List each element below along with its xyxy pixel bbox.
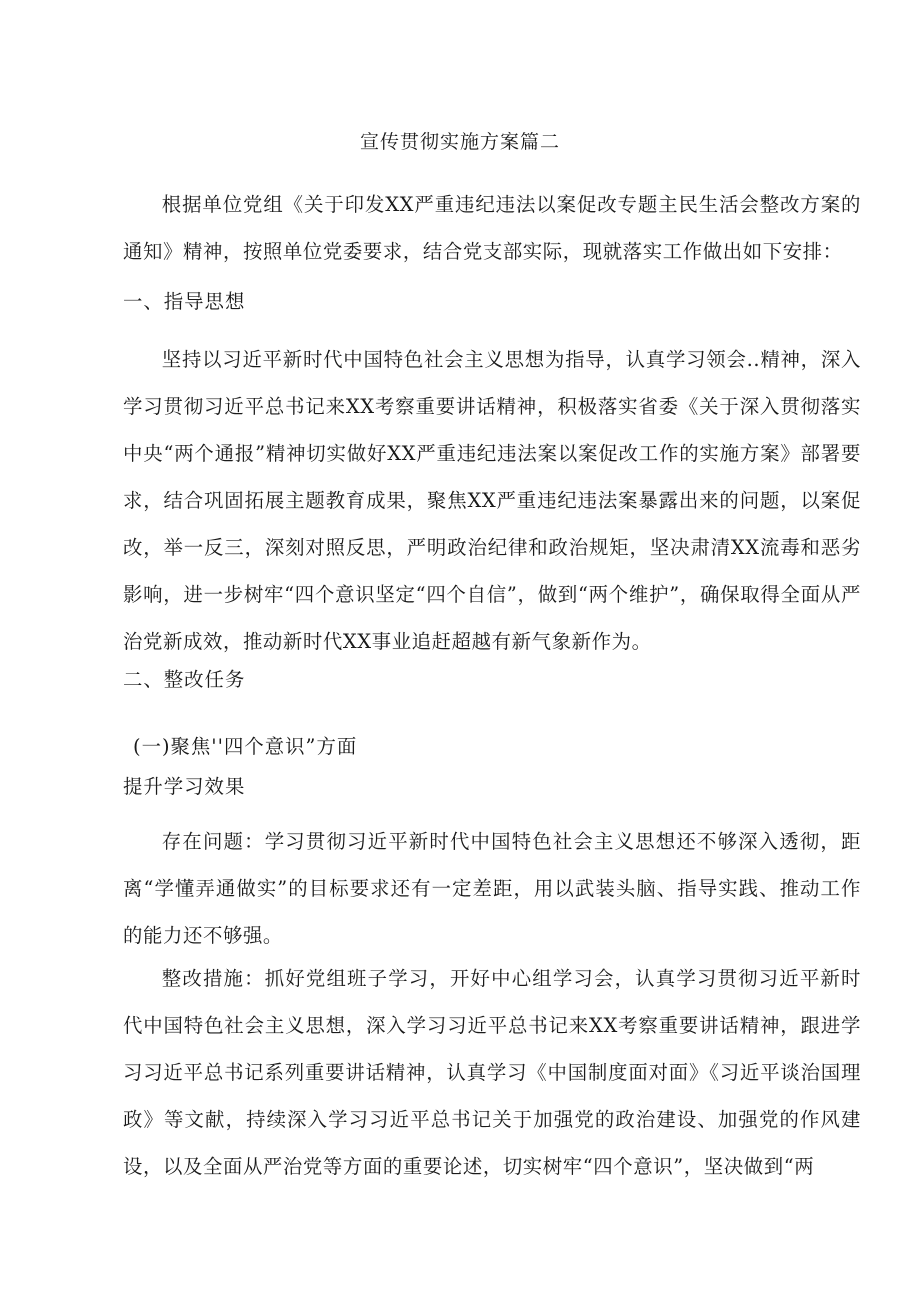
intro-paragraph: 根据单位党组《关于印发XX严重违纪违法以案促改专题主民生活会整改方案的通知》精神，按照单位党委要求，结合党支部实际，现就落实工作做出如下安排： bbox=[123, 193, 861, 263]
section-heading-guiding-thought: 一、指导思想 bbox=[123, 290, 246, 313]
measures-paragraph: 整改措施：抓好党组班子学习，开好中心组学习会，认真学习贯彻习近平新时代中国特色社会主义思想，深入学习习近平总书记来XX考察重要讲话精神，跟进学习习近平总书记系列重要讲话精神，认真学习《中国制度面对面》《习近平谈治国理政》等文献，持续深入学习习近平总书记关于加强党的政治建设、加强党的作风建设，以及全面从严治党等方面的重要论述，切实树牢“四个意识”，坚决做到“两 bbox=[123, 967, 861, 1178]
subsection-heading: (一)聚焦''四个意识”方面 bbox=[133, 735, 358, 758]
section-heading-rectification-tasks: 二、整改任务 bbox=[123, 668, 246, 691]
guiding-thought-paragraph: 坚持以习近平新时代中国特色社会主义思想为指导，认真学习领会..精神，深入学习贯彻习近平总书记来XX考察重要讲话精神，积极落实省委《关于深入贯彻落实中央“两个通报”精神切实做好XX严重违纪违法案以案促改工作的实施方案》部署要求，结合巩固拓展主题教育成果，聚焦XX严重违纪违法案暴露出来的问题，以案促改，举一反三，深刻对照反思，严明政治纪律和政治规矩，坚决肃清XX流毒和恶劣影响，进一步树牢“四个意识坚定“四个自信”，做到“两个维护”，确保取得全面从严治党新成效，推动新时代XX事业追赶超越有新气象新作为。 bbox=[123, 348, 861, 653]
subsection-title: 提升学习效果 bbox=[123, 775, 246, 798]
document-title: 宣传贯彻实施方案篇二 bbox=[359, 131, 560, 153]
problem-paragraph: 存在问题：学习贯彻习近平新时代中国特色社会主义思想还不够深入透彻，距离“学懂弄通做实”的目标要求还有一定差距，用以武装头脑、指导实践、推动工作的能力还不够强。 bbox=[123, 830, 861, 947]
